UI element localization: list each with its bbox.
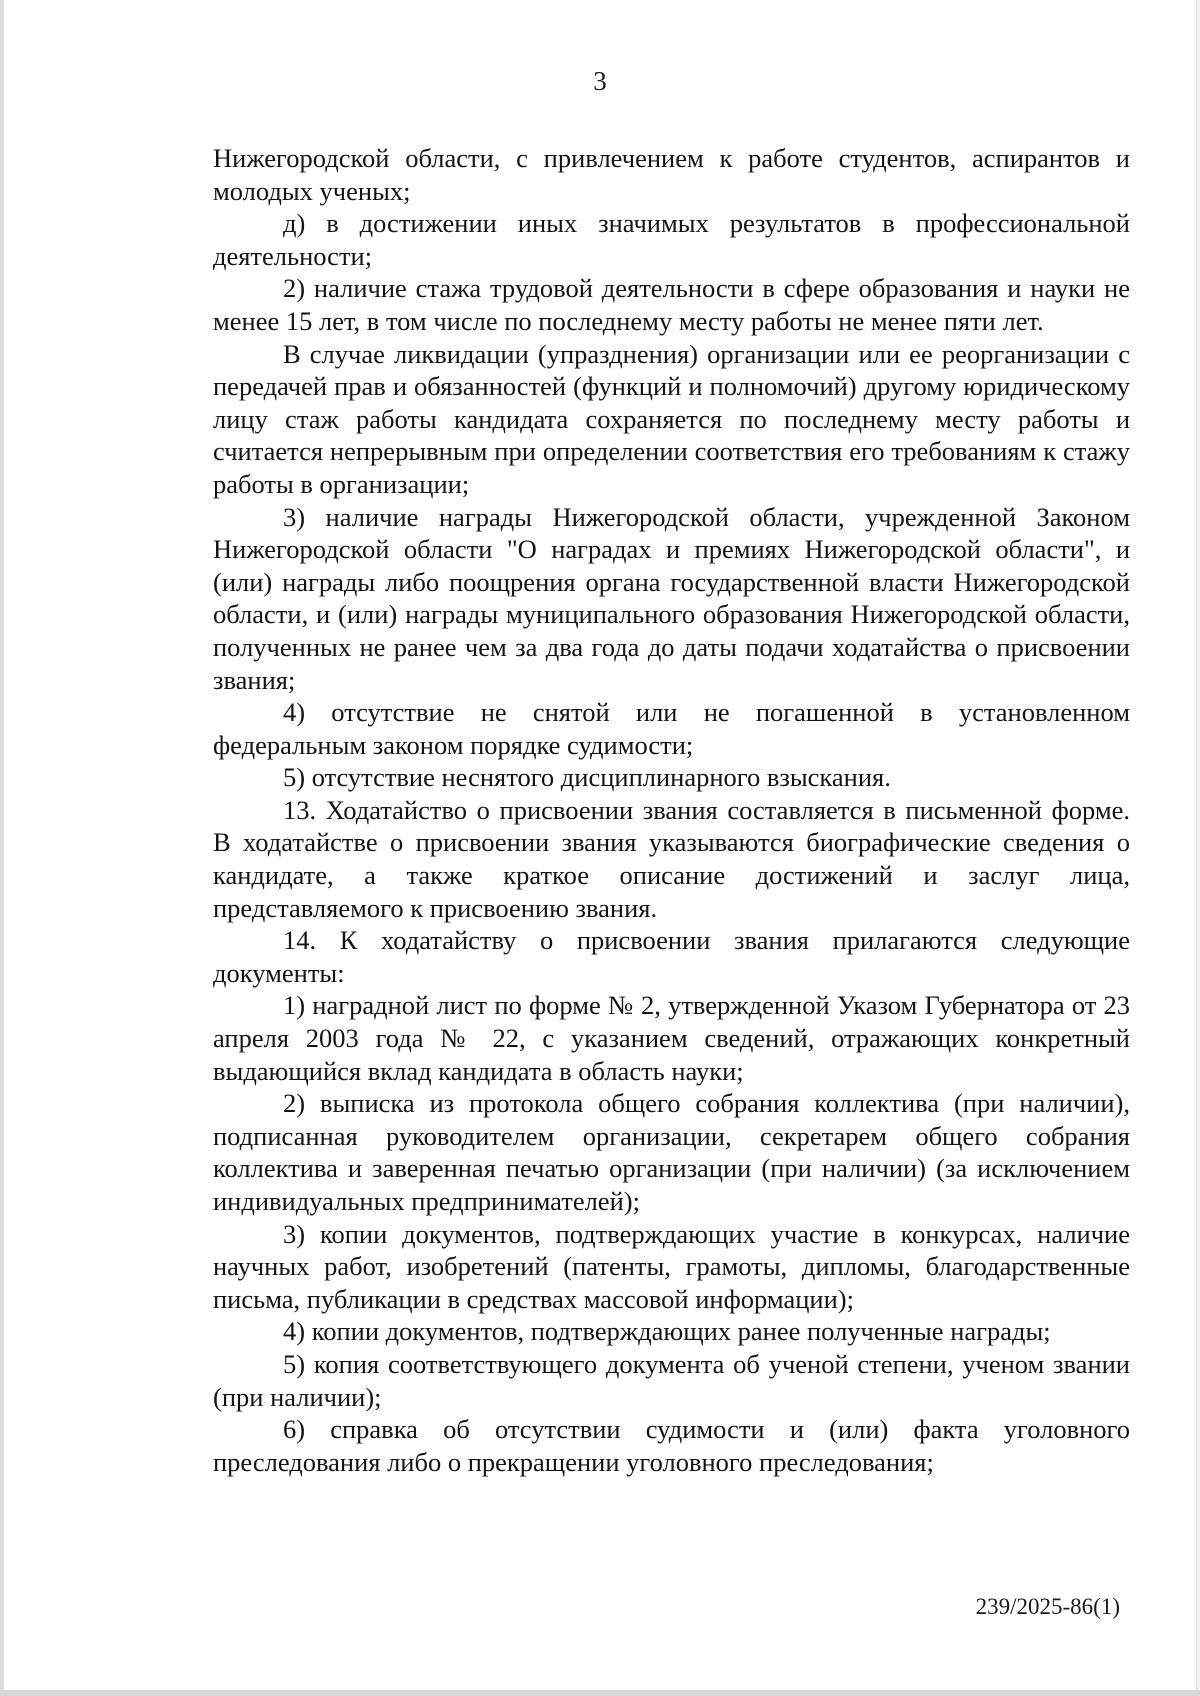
document-page bbox=[4, 0, 1196, 1692]
paragraph: 5) копия соответствующего документа об ученой степени, ученом звании (при наличии); bbox=[213, 1348, 1130, 1412]
paragraph: 3) наличие награды Нижегородской области, учрежденной Законом Нижегородской области "О наградах и премиях Нижегородской области", и (или) награды либо поощрения органа государственной власти Нижегородской области, и (или) награды муниципального образования Нижегородской области, полученных не ранее чем за два года до даты подачи ходатайства о присвоении звания; bbox=[213, 501, 1130, 695]
paragraph: 4) отсутствие не снятой или не погашенной в установленном федеральным законом порядке судимости; bbox=[213, 697, 1130, 760]
document-body bbox=[213, 142, 1130, 1478]
paragraph: д) в достижении иных значимых результатов в профессиональной деятельности; bbox=[213, 208, 1130, 271]
paragraph: 2) выписка из протокола общего собрания коллектива (при наличии), подписанная руководителем организации, секретарем общего собрания коллектива и заверенная печатью организации (при наличии) (за исключением индивидуальных предпринимателей); bbox=[213, 1088, 1130, 1216]
paragraph: 3) копии документов, подтверждающих участие в конкурсах, наличие научных работ, изобретений (патенты, грамоты, дипломы, благодарственные письма, публикации в средствах массовой информации); bbox=[213, 1218, 1130, 1314]
paragraph: 6) справка об отсутствии судимости и (или) факта уголовного преследования либо о прекращении уголовного преследования; bbox=[213, 1414, 1130, 1477]
paragraph: 13. Ходатайство о присвоении звания составляется в письменной форме. В ходатайстве о присвоении звания указываются биографические сведения о кандидате, а также краткое описание достижений и заслуг лица, представляемого к присвоению звания. bbox=[213, 794, 1130, 923]
paragraph: 5) отсутствие неснятого дисциплинарного взыскания. bbox=[283, 762, 891, 793]
paragraph: 1) наградной лист по форме № 2, утвержденной Указом Губернатора от 23 апреля 2003 года № 22, с указанием сведений, отражающих конкретный выдающийся вклад кандидата в область науки; bbox=[213, 990, 1130, 1086]
paragraph: Нижегородской области, с привлечением к работе студентов, аспирантов и молодых ученых; bbox=[213, 143, 1130, 206]
page-number: 3 bbox=[593, 66, 607, 96]
paragraph: 2) наличие стажа трудовой деятельности в сфере образования и науки не менее 15 лет, в том числе по последнему месту работы не менее пяти лет. bbox=[213, 273, 1130, 336]
paragraph: 14. К ходатайству о присвоении звания прилагаются следующие документы: bbox=[213, 925, 1130, 988]
scan-edge-bottom bbox=[0, 1690, 1200, 1696]
paragraph: В случае ликвидации (упразднения) организации или ее реорганизации с передачей прав и обязанностей (функций и полномочий) другому юридическому лицу стаж работы кандидата сохраняется по последнему месту работы и считается непрерывным при определении соответствия его требованиям к стажу работы в организации; bbox=[213, 338, 1130, 499]
paragraph: 4) копии документов, подтверждающих ранее полученные награды; bbox=[283, 1316, 1051, 1347]
document-registration-number: 239/2025-86(1) bbox=[975, 1594, 1120, 1619]
